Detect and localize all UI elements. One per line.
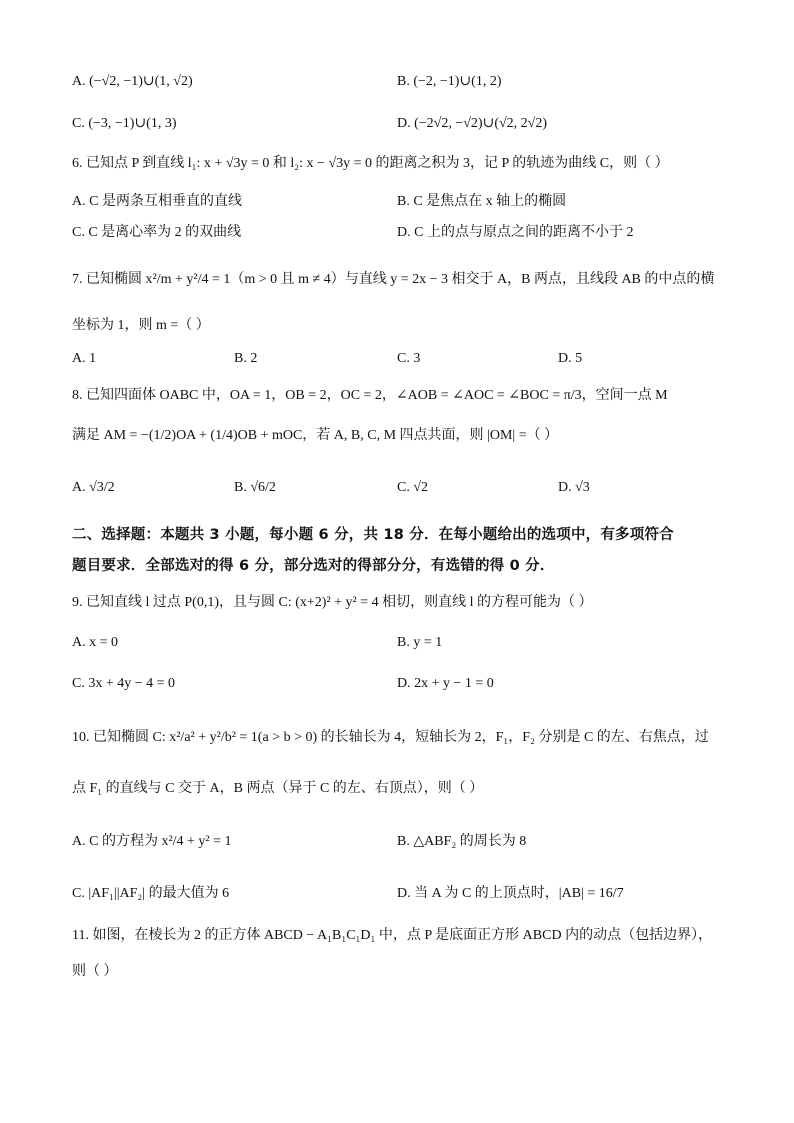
q9-option-a: A. x = 0 — [72, 635, 119, 650]
q7-option-d: D. 5 — [558, 351, 583, 366]
q5-option-a: A. (−√2, −1)∪(1, √2) — [72, 74, 193, 89]
q9-stem: 9. 已知直线 l 过点 P(0,1)，且与圆 C: (x+2)² + y² = 4 相切，则直线 l 的方程可能为（ ） — [72, 595, 593, 610]
q9-option-d: D. 2x + y − 1 = 0 — [397, 676, 494, 691]
q6-option-b: B. C 是焦点在 x 轴上的椭圆 — [397, 194, 567, 209]
q10-option-c: C. |AF₁||AF₂| 的最大值为 6 — [72, 886, 230, 901]
q6-option-d: D. C 上的点与原点之间的距离不小于 2 — [397, 225, 634, 240]
q5-option-d: D. (−2√2, −√2)∪(√2, 2√2) — [397, 116, 548, 131]
q10-stem-line1: 10. 已知椭圆 C: x²/a² + y²/b² = 1(a > b > 0) 的长轴长为 4，短轴长为 2，F₁，F₂ 分别是 C 的左、右焦点，过 — [72, 730, 709, 745]
q8-option-c: C. √2 — [397, 480, 429, 495]
q8-stem-line2: 满足 AM = −(1/2)OA + (1/4)OB + mOC，若 A, B, C, M 四点共面，则 |OM| =（ ） — [72, 428, 559, 443]
q6-stem: 6. 已知点 P 到直线 l₁: x + √3y = 0 和 l₂: x − √3y = 0 的距离之积为 3，记 P 的轨迹为曲线 C，则（ ） — [72, 156, 669, 171]
q8-option-d: D. √3 — [558, 480, 590, 495]
q9-option-b: B. y = 1 — [397, 635, 443, 650]
q5-option-b: B. (−2, −1)∪(1, 2) — [397, 74, 502, 89]
q10-stem-line2: 点 F₁ 的直线与 C 交于 A，B 两点（异于 C 的左、右顶点），则（ ） — [72, 781, 484, 796]
q8-option-a: A. √3/2 — [72, 480, 115, 495]
section-2-heading-line1: 二、选择题：本题共 3 小题，每小题 6 分，共 18 分．在每小题给出的选项中，有多项符合 — [72, 527, 674, 543]
q10-option-d: D. 当 A 为 C 的上顶点时，|AB| = 16/7 — [397, 886, 624, 901]
q6-option-c: C. C 是离心率为 2 的双曲线 — [72, 225, 242, 240]
section-2-heading-line2: 题目要求．全部选对的得 6 分，部分选对的得部分分，有选错的得 0 分． — [72, 558, 555, 574]
q7-option-c: C. 3 — [397, 351, 421, 366]
q11-stem-line2: 则（ ） — [72, 964, 118, 979]
q8-option-b: B. √6/2 — [234, 480, 276, 495]
q7-option-a: A. 1 — [72, 351, 97, 366]
q5-option-c: C. (−3, −1)∪(1, 3) — [72, 116, 177, 131]
q8-stem-line1: 8. 已知四面体 OABC 中，OA = 1，OB = 2，OC = 2，∠AOB = ∠AOC = ∠BOC = π/3，空间一点 M — [72, 388, 668, 403]
q7-stem-line1: 7. 已知椭圆 x²/m + y²/4 = 1（m > 0 且 m ≠ 4）与直线 y = 2x − 3 相交于 A，B 两点，且线段 AB 的中点的横 — [72, 272, 715, 287]
q10-option-b: B. △ABF₂ 的周长为 8 — [397, 834, 527, 849]
q10-option-a: A. C 的方程为 x²/4 + y² = 1 — [72, 834, 232, 849]
q9-option-c: C. 3x + 4y − 4 = 0 — [72, 676, 176, 691]
q7-stem-line2: 坐标为 1，则 m =（ ） — [72, 318, 210, 333]
q11-stem-line1: 11. 如图，在棱长为 2 的正方体 ABCD − A₁B₁C₁D₁ 中，点 P 是底面正方形 ABCD 内的动点（包括边界）， — [72, 928, 713, 943]
q6-option-a: A. C 是两条互相垂直的直线 — [72, 194, 242, 209]
q7-option-b: B. 2 — [234, 351, 258, 366]
